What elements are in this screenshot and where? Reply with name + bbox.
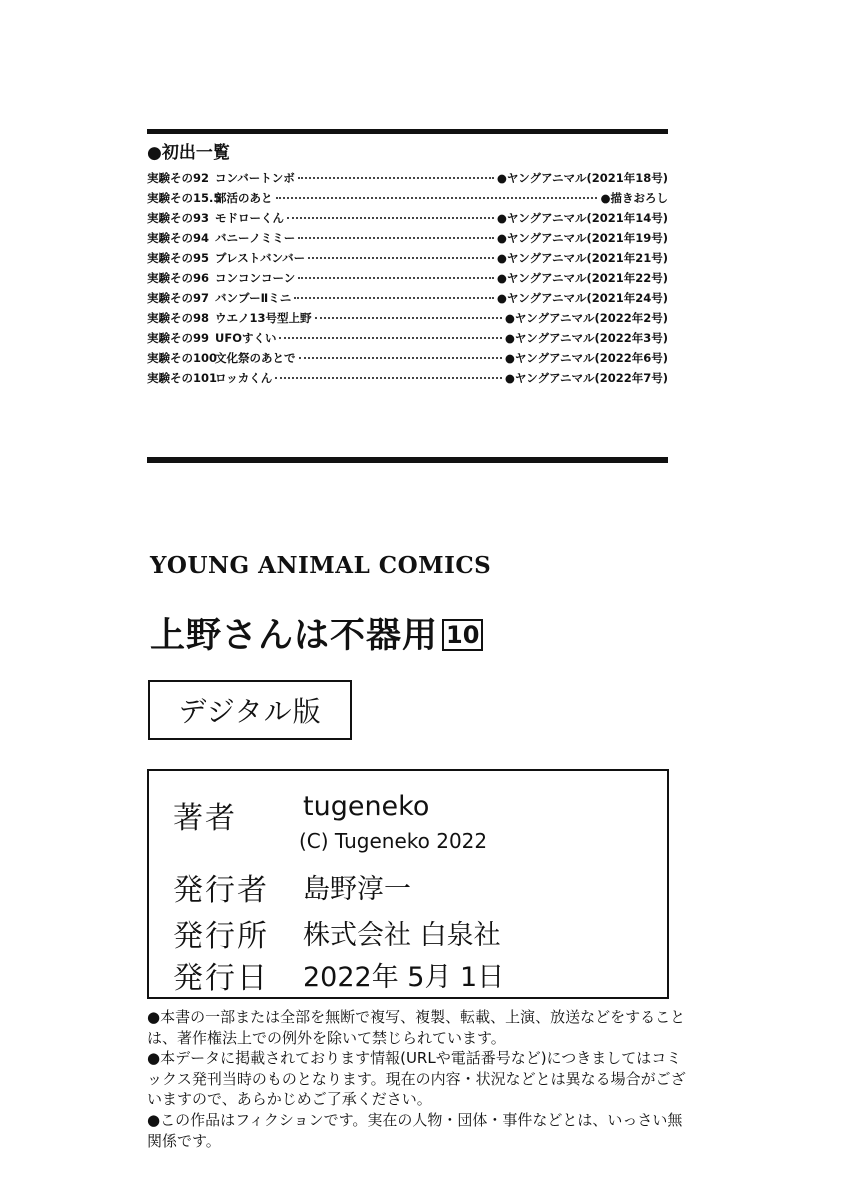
entry-number: 実験その101 <box>147 371 218 385</box>
dot-leader <box>287 217 494 219</box>
colophon-box <box>147 769 669 999</box>
book-title <box>150 608 483 658</box>
entry-publication: ●ヤングアニマル(2022年6号) <box>504 351 668 365</box>
note-fiction: ●この作品はフィクションです。実在の人物・団体・事件などとは、いっさい無関係です。 <box>147 1110 683 1150</box>
dot-leader <box>279 337 501 339</box>
entry-publication: ●ヤングアニマル(2022年3号) <box>504 331 668 345</box>
dot-leader <box>276 197 598 199</box>
edition-box <box>148 680 352 740</box>
entry-number: 実験その97 <box>147 291 210 305</box>
entry-publication: ●ヤングアニマル(2021年24号) <box>496 291 668 305</box>
top-rule <box>147 129 668 134</box>
entry-publication: ●ヤングアニマル(2021年19号) <box>496 231 668 245</box>
entry-publication: ●ヤングアニマル(2021年18号) <box>496 171 668 185</box>
entry-publication: ●ヤングアニマル(2021年14号) <box>496 211 668 225</box>
dot-leader <box>308 257 494 259</box>
list-item <box>147 230 668 250</box>
publisher-person: 島野淳一 <box>303 874 411 905</box>
dot-leader <box>275 377 502 379</box>
publisher-name: 株式会社 白泉社 <box>303 920 501 951</box>
entry-title: ブレストバンバー <box>215 251 306 265</box>
list-item <box>147 210 668 230</box>
author-name: tugeneko <box>303 791 430 822</box>
dot-leader <box>299 357 502 359</box>
copyright-line: (C) Tugeneko 2022 <box>299 829 488 853</box>
list-item <box>147 310 668 330</box>
entry-title: ウエノ13号型上野 <box>215 311 312 325</box>
dot-leader <box>298 277 494 279</box>
entry-title: モドローくん <box>215 211 284 225</box>
middle-rule <box>147 457 668 463</box>
volume-badge: 10 <box>442 619 483 651</box>
entry-publication: ●描きおろし <box>600 191 668 205</box>
note-information: ●本データに掲載されております情報(URLや電話番号など)につきましてはコミックス発刊当時のものとなります。現在の内容・状況などとは異なる場合がございますので、あらかじめご了承ください。 <box>147 1049 686 1109</box>
edition-label: デジタル版 <box>178 695 322 728</box>
dot-leader <box>298 177 494 179</box>
note-copying: ●本書の一部または全部を無断で複写、複製、転載、上演、放送などをすることは、著作権法上での例外を除いて禁じられています。 <box>147 1008 686 1047</box>
list-item <box>147 190 668 210</box>
series-name: YOUNG ANIMAL COMICS <box>150 552 492 579</box>
list-item <box>147 350 668 370</box>
dot-leader <box>294 297 494 299</box>
entry-number: 実験その92 <box>147 171 210 185</box>
entry-number: 実験その96 <box>147 271 210 285</box>
dot-leader <box>298 237 494 239</box>
entry-title: バニーノミミー <box>215 231 296 245</box>
entry-publication: ●ヤングアニマル(2022年7号) <box>504 371 668 385</box>
author-label: 著者 <box>173 801 237 836</box>
first-appearance-list <box>147 170 668 390</box>
entry-publication: ●ヤングアニマル(2021年21号) <box>496 251 668 265</box>
list-item <box>147 290 668 310</box>
list-item <box>147 370 668 390</box>
entry-number: 実験その99 <box>147 331 210 345</box>
list-item <box>147 330 668 350</box>
publisher-label: 発行所 <box>173 919 269 954</box>
entry-title: 文化祭のあとで <box>215 351 296 365</box>
entry-number: 実験その95 <box>147 251 210 265</box>
date-label: 発行日 <box>173 961 269 996</box>
entry-publication: ●ヤングアニマル(2022年2号) <box>504 311 668 325</box>
entry-title: コンバートンボ <box>215 171 295 185</box>
entry-title: コンコンコーン <box>215 271 296 285</box>
entry-title: 部活のあと <box>215 191 273 205</box>
entry-title: バンブーⅡミニ <box>215 291 292 305</box>
first-appearance-heading: ●初出一覧 <box>147 143 230 163</box>
entry-title: ロッカくん <box>215 371 273 385</box>
list-item <box>147 270 668 290</box>
list-item <box>147 250 668 270</box>
book-title-text: 上野さんは不器用 <box>150 616 439 656</box>
entry-publication: ●ヤングアニマル(2021年22号) <box>496 271 668 285</box>
entry-number: 実験その94 <box>147 231 210 245</box>
legal-notes <box>147 1007 687 1151</box>
entry-number: 実験その15.5 <box>147 191 222 205</box>
entry-title: UFOすくい <box>215 331 277 345</box>
publish-date: 2022年 5月 1日 <box>303 962 505 993</box>
publisher-person-label: 発行者 <box>173 873 269 908</box>
entry-number: 実験その98 <box>147 311 210 325</box>
entry-number: 実験その100 <box>147 351 218 365</box>
dot-leader <box>315 317 502 319</box>
entry-number: 実験その93 <box>147 211 210 225</box>
list-item <box>147 170 668 190</box>
